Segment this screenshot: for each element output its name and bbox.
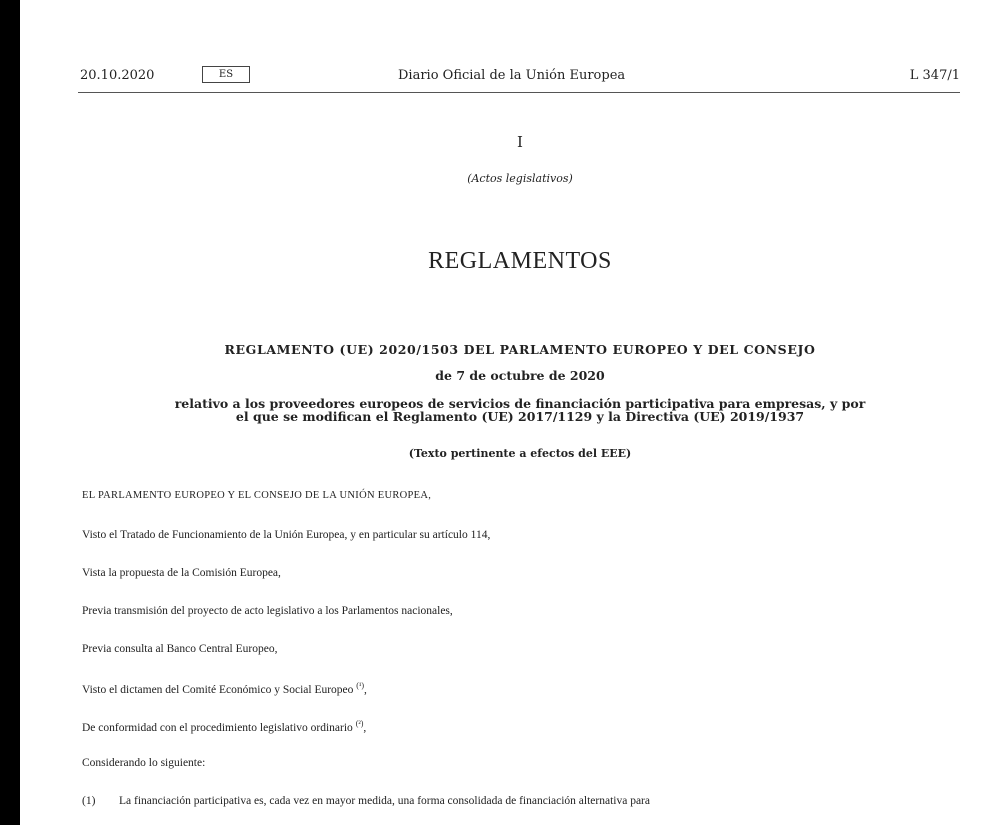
preamble-line-eesc-text: Visto el dictamen del Comité Económico y Social Europeo: [82, 683, 354, 696]
section-heading: REGLAMENTOS: [428, 248, 612, 274]
page-reference: L 347/1: [909, 68, 960, 83]
recital-text: La financiación participativa es, cada vez en mayor medida, una forma consolidada de financiación alternativa para: [119, 795, 650, 807]
preamble-line-eesc-end: ,: [364, 683, 367, 696]
language-badge: ES: [202, 66, 250, 83]
publication-date: 20.10.2020: [80, 68, 155, 83]
preamble-line-treaty: Visto el Tratado de Funcionamiento de la Unión Europea, y en particular su artículo 114,: [82, 529, 491, 541]
footnote-ref-1[interactable]: (¹): [356, 681, 365, 690]
preamble-line-procedure: [82, 719, 366, 734]
section-number: I: [517, 133, 523, 151]
preamble-line-procedure-text: De conformidad con el procedimiento legislativo ordinario: [82, 721, 353, 734]
footnote-ref-2[interactable]: (²): [355, 719, 364, 728]
preamble-line-whereas: Considerando lo siguiente:: [82, 757, 206, 769]
preamble-intro: EL PARLAMENTO EUROPEO Y EL CONSEJO DE LA UNIÓN EUROPEA,: [82, 490, 432, 501]
eee-relevance-note: (Texto pertinente a efectos del EEE): [408, 447, 632, 460]
regulation-date: de 7 de octubre de 2020: [435, 368, 605, 383]
document-page: [20, 0, 1000, 825]
regulation-subject: [80, 397, 960, 423]
regulation-subject-line-2: el que se modifican el Reglamento (UE) 2017/1129 y la Directiva (UE) 2019/1937: [235, 409, 805, 424]
preamble-line-ecb: Previa consulta al Banco Central Europeo,: [82, 643, 278, 655]
preamble-line-procedure-end: ,: [363, 721, 367, 734]
preamble-line-transmission: Previa transmisión del proyecto de acto legislativo a los Parlamentos nacionales,: [82, 605, 453, 617]
regulation-subject-line-1: relativo a los proveedores europeos de servicios de financiación participativa para empresas, y por: [174, 396, 866, 411]
journal-header: [78, 60, 960, 93]
preamble-line-eesc: [82, 681, 367, 696]
preamble-line-proposal: Vista la propuesta de la Comisión Europea,: [82, 567, 281, 579]
journal-title: Diario Oficial de la Unión Europea: [398, 68, 626, 83]
regulation-title: REGLAMENTO (UE) 2020/1503 DEL PARLAMENTO EUROPEO Y DEL CONSEJO: [224, 342, 816, 357]
section-type: (Actos legislativos): [467, 172, 573, 185]
recital-number: (1): [82, 795, 96, 807]
recital-1: [82, 795, 650, 807]
